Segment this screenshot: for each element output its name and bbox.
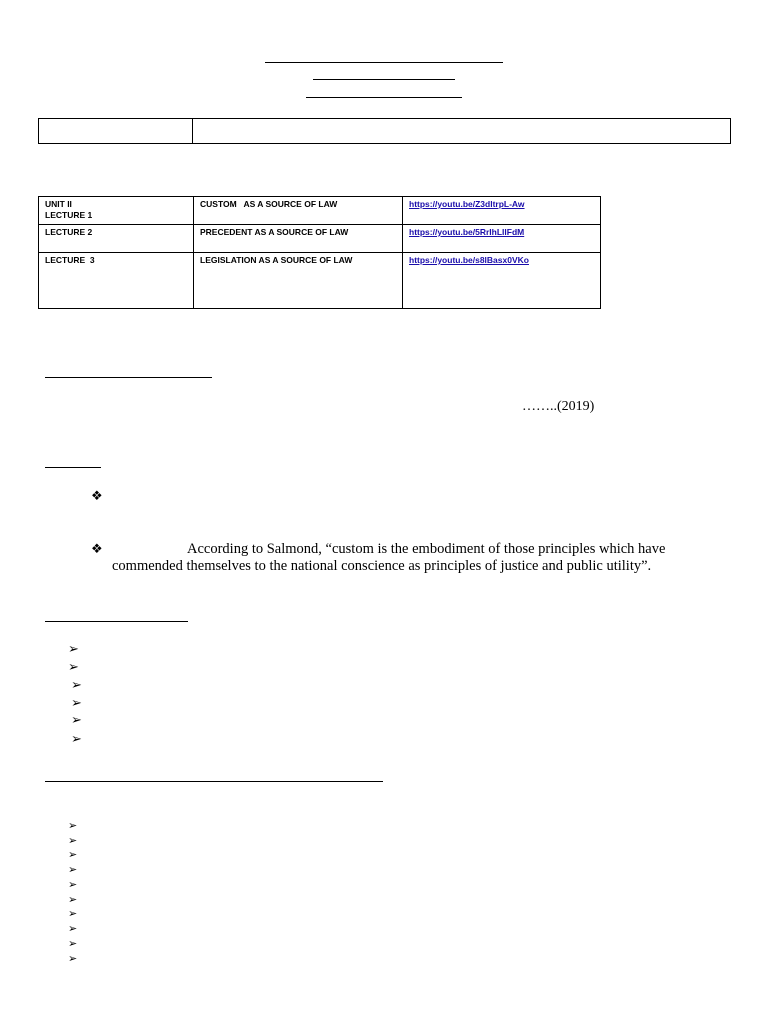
table-row — [39, 197, 601, 225]
header-table-cell-right — [193, 119, 731, 144]
arrow-bullet-icon: ➢ — [68, 835, 78, 847]
subtitle-underline-2 — [306, 97, 462, 98]
video-link[interactable]: https://youtu.be/5RrIhLIlFdM — [409, 227, 525, 237]
arrow-bullet-icon: ➢ — [68, 908, 78, 920]
table-row — [39, 253, 601, 309]
arrow-bullet-icon: ➢ — [68, 659, 79, 674]
arrow-bullet-icon: ➢ — [71, 731, 82, 746]
arrow-bullet-icon: ➢ — [68, 879, 78, 891]
topic-cell: PRECEDENT AS A SOURCE OF LAW — [194, 225, 403, 253]
unit-label: UNIT II — [45, 199, 72, 209]
arrow-bullet-icon: ➢ — [68, 864, 78, 876]
unit-lecture-cell — [39, 253, 194, 309]
arrow-bullet-icon: ➢ — [71, 695, 82, 710]
arrow-bullet-icon: ➢ — [71, 712, 82, 727]
salmond-quote: According to Salmond, “custom is the embodiment of those principles which have commended themselves to the national conscience as principles of justice and public utility”. — [112, 541, 666, 574]
arrow-bullet-icon: ➢ — [68, 820, 78, 832]
section-heading-underline — [45, 377, 212, 378]
lecture-label: LECTURE 1 — [45, 210, 93, 220]
header-table-cell-left — [39, 119, 193, 144]
arrow-bullet-icon: ➢ — [68, 923, 78, 935]
table-row — [39, 225, 601, 253]
topic-cell: LEGISLATION AS A SOURCE OF LAW — [194, 253, 403, 309]
section-heading-underline — [45, 467, 101, 468]
arrow-bullet-icon: ➢ — [68, 894, 78, 906]
header-table — [38, 118, 731, 144]
salmond-definition — [112, 541, 712, 575]
unit-lecture-cell — [39, 197, 194, 225]
title-underline — [265, 62, 503, 63]
video-link[interactable]: https://youtu.be/Z3dltrpL-Aw — [409, 199, 525, 209]
arrow-bullet-icon: ➢ — [68, 641, 79, 656]
section-heading-underline — [45, 621, 188, 622]
section-heading-underline — [45, 781, 383, 782]
lecture-label: LECTURE 2 — [45, 227, 93, 237]
arrow-bullet-icon: ➢ — [68, 953, 78, 965]
video-link[interactable]: https://youtu.be/s8lBasx0VKo — [409, 255, 529, 265]
reference-year: ……..(2019) — [522, 399, 595, 414]
lecture-label: LECTURE 3 — [45, 255, 95, 265]
arrow-bullet-icon: ➢ — [71, 677, 82, 692]
topic-cell: CUSTOM AS A SOURCE OF LAW — [194, 197, 403, 225]
link-cell — [403, 253, 601, 309]
subtitle-underline — [313, 79, 455, 80]
link-cell — [403, 197, 601, 225]
diamond-bullet-icon: ❖ — [91, 488, 103, 503]
arrow-bullet-icon: ➢ — [68, 849, 78, 861]
arrow-bullet-icon: ➢ — [68, 938, 78, 950]
unit-lecture-cell — [39, 225, 194, 253]
link-cell — [403, 225, 601, 253]
diamond-bullet-icon: ❖ — [91, 541, 103, 556]
lecture-table — [38, 196, 601, 309]
